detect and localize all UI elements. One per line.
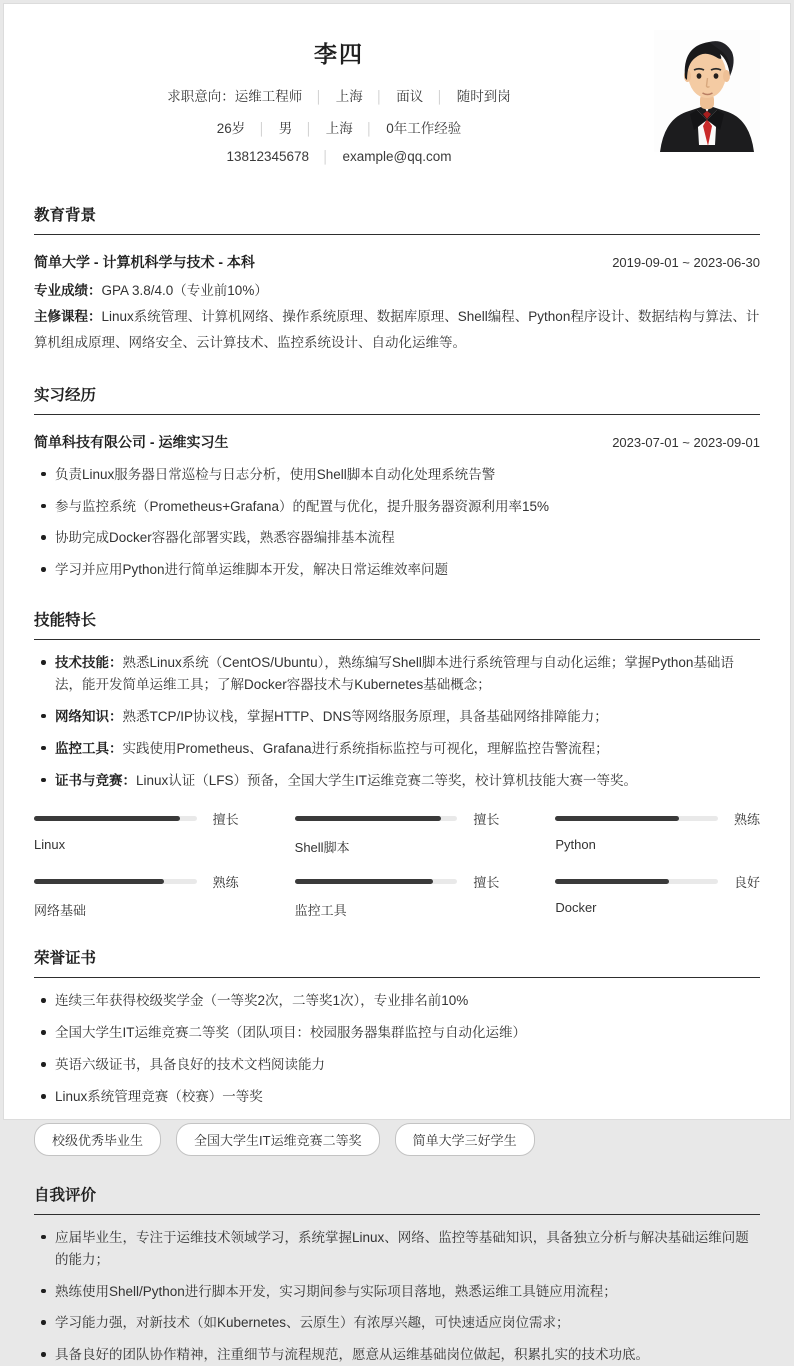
skill-bar-row [295, 809, 500, 828]
header-info-segment: │ 上海 [292, 121, 353, 136]
education-date-range: 2019-09-01 ~ 2023-06-30 [612, 255, 760, 270]
bullet-dot-icon [41, 504, 46, 509]
self-evaluation-bullet [34, 1312, 760, 1334]
skill-level-label: 擅长 [212, 812, 239, 828]
row-text: Linux系统管理、计算机网络、操作系统原理、数据库原理、Shell编程、Python程序设计、数据结构与算法、计算机组成原理、网络安全、云计算技术、监控系统设计、自动化运维等。 [34, 308, 760, 350]
resume-page [3, 3, 791, 1363]
header-info-segment: │ 0年工作经验 [353, 121, 462, 136]
honor-bullet [34, 1022, 760, 1044]
skills-bullet-list [34, 652, 760, 791]
bullet-text: 协助完成Docker容器化部署实践，熟悉容器编排基本流程 [55, 530, 395, 546]
honor-tag-pill: 校级优秀毕业生 [34, 1123, 161, 1156]
skill-level-label: 良好 [733, 875, 760, 891]
skill-bar-fill [34, 816, 180, 821]
bullet-dot-icon [41, 778, 46, 783]
bullet-text: 学习并应用Python进行简单运维脚本开发，解决日常运维效率问题 [55, 562, 449, 578]
bullet-lead: 技术技能： [55, 655, 123, 671]
skill-bar-fill [555, 816, 679, 821]
bullet-text: 熟悉Linux系统（CentOS/Ubuntu），熟练编写Shell脚本进行系统管理与自动化运维；掌握Python基础语法，能开发简单运维工具；了解Docker容器技术与Kubernetes基础概念； [55, 655, 734, 693]
header-main [34, 30, 644, 176]
bullet-dot-icon [41, 998, 46, 1003]
skill-level-label: 擅长 [473, 875, 500, 891]
bullet-dot-icon [41, 1320, 46, 1325]
skill-bar-row [34, 809, 239, 828]
skill-bullet [34, 770, 760, 792]
skill-name-label: Docker [555, 900, 597, 916]
skill-bar-track [295, 816, 458, 821]
bullet-lead: 网络知识： [55, 708, 123, 724]
header-info-segment: 26岁 [216, 121, 246, 136]
skill-level-label: 擅长 [473, 812, 500, 828]
skill-bar-row [555, 872, 760, 891]
skill-bar-row [34, 872, 239, 891]
skill-bullet [34, 738, 760, 760]
bullet-text: 熟练使用Shell/Python进行脚本开发，实习期间参与实际项目落地，熟悉运维工具链应用流程； [55, 1283, 617, 1299]
row-text: GPA 3.8/4.0（专业前10%） [101, 283, 268, 298]
header-info-segment: 求职意向：运维工程师 [167, 89, 303, 104]
profile-photo-illustration [654, 30, 760, 152]
self-evaluation-bullet [34, 1227, 760, 1271]
header-info-segment: │ 男 [245, 121, 292, 136]
skill-bar-track [34, 816, 197, 821]
bullet-lead: 监控工具： [55, 740, 123, 756]
bullet-dot-icon [41, 714, 46, 719]
skill-bar-cell [34, 872, 239, 919]
section-internship [34, 383, 760, 581]
profile-photo [654, 30, 760, 152]
self-evaluation-bullet [34, 1344, 760, 1366]
skill-name-label: Linux [34, 837, 66, 853]
skill-bar-fill [295, 879, 433, 884]
section-self-evaluation [34, 1183, 760, 1366]
internship-bullet [34, 464, 760, 486]
skill-name-label: 网络基础 [34, 903, 87, 919]
job-intent-line [34, 85, 644, 105]
header-info-segment: │ example@qq.com [309, 149, 452, 164]
bullet-dot-icon [41, 535, 46, 540]
section-skills [34, 608, 760, 919]
honor-tag-pill: 简单大学三好学生 [395, 1123, 535, 1156]
skill-bar-cell [295, 872, 500, 919]
honor-tag-row [34, 1123, 760, 1156]
bullet-text: 应届毕业生，专注于运维技术领域学习，系统掌握Linux、网络、监控等基础知识，具备独立分析与解决基础运维问题的能力； [55, 1229, 749, 1267]
bullet-text: Linux认证（LFS）预备，全国大学生IT运维竞赛二等奖，校计算机技能大赛一等奖。 [136, 772, 638, 788]
section-title-self-evaluation: 自我评价 [34, 1183, 760, 1215]
skill-level-label: 熟练 [212, 875, 239, 891]
contact-line [34, 149, 644, 164]
bullet-dot-icon [41, 472, 46, 477]
bullet-dot-icon [41, 1030, 46, 1035]
row-label: 主修课程： [34, 308, 102, 324]
self-evaluation-bullet-list [34, 1227, 760, 1366]
skill-bar-grid [34, 809, 760, 919]
education-detail-rows [34, 278, 760, 356]
basic-info-line [34, 117, 644, 137]
section-title-education: 教育背景 [34, 203, 760, 235]
skill-bar-row [295, 872, 500, 891]
skill-bullet [34, 706, 760, 728]
skill-bar-cell [295, 809, 500, 856]
internship-bullet [34, 496, 760, 518]
school-degree-title: 简单大学 - 计算机科学与技术 - 本科 [34, 254, 255, 270]
honor-bullet [34, 1086, 760, 1108]
skill-bar-fill [295, 816, 441, 821]
internship-date-range: 2023-07-01 ~ 2023-09-01 [612, 434, 760, 450]
bullet-text: 参与监控系统（Prometheus+Grafana）的配置与优化，提升服务器资源利用率15% [55, 498, 549, 514]
section-title-honors: 荣誉证书 [34, 946, 760, 978]
skill-name-label: 监控工具 [294, 903, 347, 919]
bullet-text: 学习能力强，对新技术（如Kubernetes、云原生）有浓厚兴趣，可快速适应岗位需求； [55, 1315, 570, 1331]
skill-bar-track [34, 879, 197, 884]
row-label: 专业成绩： [34, 283, 102, 298]
education-entry-head [34, 252, 760, 272]
skill-bar-track [295, 879, 458, 884]
bullet-text: 英语六级证书，具备良好的技术文档阅读能力 [55, 1057, 325, 1073]
bullet-dot-icon [41, 1062, 46, 1067]
section-education [34, 203, 760, 356]
bullet-dot-icon [41, 1235, 46, 1240]
self-evaluation-bullet [34, 1281, 760, 1303]
skill-bullet [34, 652, 760, 696]
bullet-dot-icon [41, 567, 46, 572]
header-info-segment: │ 随时到岗 [423, 89, 511, 104]
bullet-dot-icon [41, 1289, 46, 1294]
skill-bar-fill [34, 879, 164, 884]
company-role-title: 简单科技有限公司 - 运维实习生 [34, 433, 229, 450]
education-detail-row [34, 304, 760, 356]
internship-entry-head [34, 432, 760, 452]
bullet-text: Linux系统管理竞赛（校赛）一等奖 [55, 1089, 263, 1105]
bullet-dot-icon [41, 746, 46, 751]
bullet-lead: 证书与竞赛： [55, 772, 136, 788]
candidate-name: 李四 [314, 41, 364, 67]
header-info-segment: │ 上海 [302, 89, 363, 104]
honor-tag-pill: 全国大学生IT运维竞赛二等奖 [176, 1123, 380, 1156]
section-honors [34, 946, 760, 1155]
skill-bar-row [555, 809, 760, 828]
bullet-dot-icon [41, 660, 46, 665]
header-info-segment: 13812345678 [226, 149, 310, 164]
bullet-text: 负责Linux服务器日常巡检与日志分析，使用Shell脚本自动化处理系统告警 [55, 466, 496, 482]
header-info-segment: │ 面议 [363, 89, 424, 104]
skill-name-label: Shell脚本 [294, 840, 350, 856]
bullet-text: 全国大学生IT运维竞赛二等奖（团队项目：校园服务器集群监控与自动化运维） [55, 1025, 526, 1041]
internship-bullet-list [34, 464, 760, 581]
honor-bullet [34, 1054, 760, 1076]
skill-name-label: Python [555, 837, 596, 853]
skill-bar-cell [555, 809, 760, 856]
bullet-text: 具备良好的团队协作精神，注重细节与流程规范，愿意从运维基础岗位做起，积累扎实的技术功底。 [55, 1347, 649, 1363]
skill-bar-track [555, 816, 718, 821]
skill-bar-cell [555, 872, 760, 919]
section-title-internship: 实习经历 [34, 383, 760, 415]
internship-bullet [34, 559, 760, 581]
section-title-skills: 技能特长 [34, 608, 760, 640]
resume-header [34, 30, 760, 176]
honors-bullet-list [34, 990, 760, 1107]
bullet-dot-icon [41, 1352, 46, 1357]
education-detail-row [34, 278, 760, 304]
bullet-dot-icon [41, 1094, 46, 1099]
bullet-text: 连续三年获得校级奖学金（一等奖2次，二等奖1次），专业排名前10% [55, 993, 469, 1009]
honor-bullet [34, 990, 760, 1012]
skill-level-label: 熟练 [733, 812, 760, 828]
skill-bar-fill [555, 879, 669, 884]
bullet-text: 实践使用Prometheus、Grafana进行系统指标监控与可视化，理解监控告警流程； [122, 740, 609, 756]
skill-bar-cell [34, 809, 239, 856]
internship-bullet [34, 527, 760, 549]
skill-bar-track [555, 879, 718, 884]
bullet-text: 熟悉TCP/IP协议栈，掌握HTTP、DNS等网络服务原理，具备基础网络排障能力； [122, 708, 608, 724]
